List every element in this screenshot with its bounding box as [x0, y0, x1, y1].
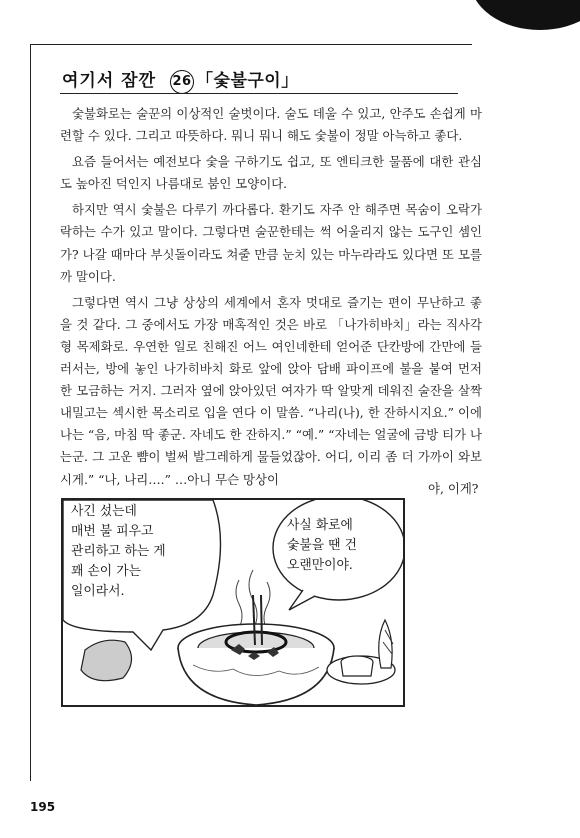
speech-bubble-right	[287, 516, 399, 576]
title-divider	[60, 93, 458, 94]
paragraph-1: 숯불화로는 술꾼의 이상적인 술벗이다. 술도 데울 수 있고, 안주도 손쉽게 마련할 수 있다. 그리고 따뜻하다. 뭐니 뭐니 해도 숯불이 정말 아늑하고 좋다.	[60, 106, 482, 144]
bubble-line: 오랜만이야.	[287, 558, 353, 573]
section-title	[62, 66, 299, 94]
page-number: 195	[30, 800, 56, 814]
bubble-line: 관리하고 하는 게	[71, 544, 166, 559]
title-name: 「숯불구이」	[196, 71, 299, 91]
comic-panel	[61, 498, 405, 707]
title-label: 여기서 잠깐	[62, 71, 157, 91]
speech-bubble-left	[71, 502, 221, 602]
bubble-line: 매번 불 피우고	[71, 524, 154, 539]
body-text	[60, 103, 482, 495]
paragraph-3: 하지만 역시 숯불은 다루기 까다롭다. 환기도 자주 안 해주면 목숨이 오락가락하는 수가 있고 말이다. 그렇다면 술꾼한테는 썩 어울리지 않는 도구인 셈인가? 나갈 때마다 부싯돌이라도 쳐줄 만큼 눈치 있는 마누라라도 있다면 또 모를까 말이다.	[60, 202, 482, 284]
title-number: 26	[170, 70, 194, 94]
paragraph-tail: 야, 이게?	[428, 481, 479, 496]
bubble-line: 사실 화로에	[287, 518, 353, 533]
paragraph-2: 요즘 들어서는 예전보다 숯을 구하기도 쉽고, 또 엔티크한 물품에 대한 관심도 높아진 덕인지 나름대로 붐인 모양이다.	[60, 154, 482, 192]
bubble-line: 일이라서.	[71, 584, 125, 599]
bubble-line: 꽤 손이 가는	[71, 564, 141, 579]
paragraph-4: 그렇다면 역시 그냥 상상의 세계에서 혼자 멋대로 즐기는 편이 무난하고 좋을 것 같다. 그 중에서도 가장 매혹적인 것은 바로 「나가히바치」라는 직사각형 목제화로. 우연한 일로 친해진 어느 여인네한테 얻어준 단칸방에 간만에 들러서는, 방에 놓인 나가히바치 화로 앞에 앉아 담배 파이프에 불을 붙여 먼저 한 모금하는 거지. 그러자 옆에 앉아있던 여자가 딱 알맞게 데워진 술잔을 살짝 내밀고는 섹시한 목소리로 입을 연다 이 말씀. “나리(나), 한 잔하시지요.” 이에 나는 “음, 마침 딱 좋군. 자네도 한 잔하지.” “예.” “자네는 얼굴에 금방 티가 나는군. 그 고운 뺨이 벌써 발그레하게 물들었잖아. 어디, 이리 좀 더 가까이 와보시게.” “나, 나리….” …아니 무슨 망상이	[60, 294, 482, 487]
bubble-line: 숯불을 땐 건	[287, 538, 357, 553]
corner-decoration	[470, 0, 580, 30]
bubble-line: 사긴 섰는데	[71, 504, 137, 519]
